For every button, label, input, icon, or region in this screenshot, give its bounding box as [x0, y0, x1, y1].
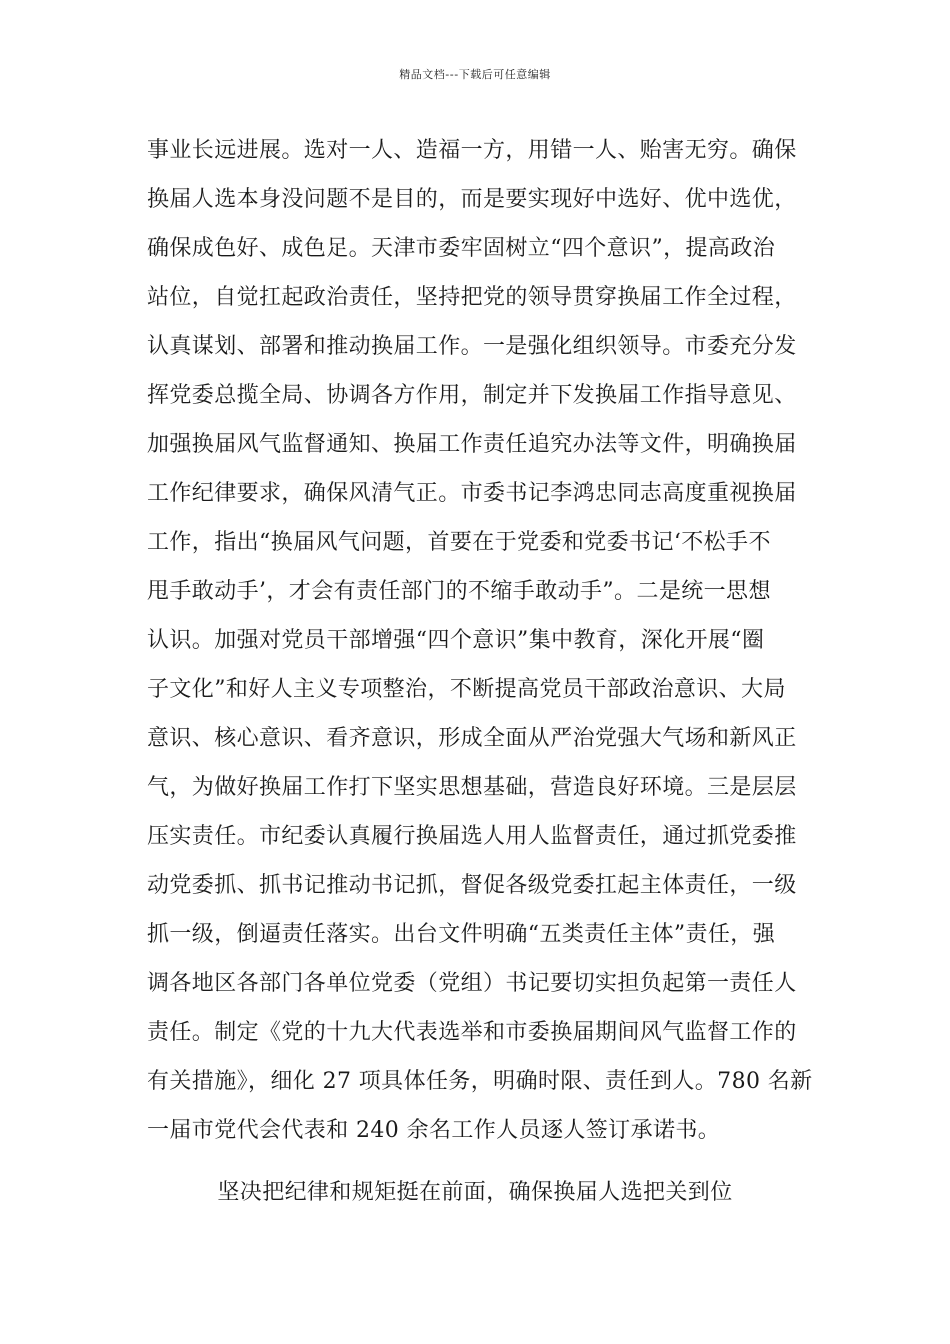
- text-line: 认真谋划、部署和推动换届工作。一是强化组织领导。市委充分发: [147, 334, 797, 359]
- body-paragraph: [147, 133, 817, 1162]
- text-line: 工作，指出“换届风气问题，首要在于党委和党委书记‘不松手不: [147, 530, 771, 555]
- text-line: 认识。加强对党员干部增强“四个意识”集中教育，深化开展“圈: [147, 628, 765, 653]
- text-line: 抓一级，倒逼责任落实。出台文件明确“五类责任主体”责任，强: [147, 922, 776, 947]
- text-line: 站位，自觉扛起政治责任，坚持把党的领导贯穿换届工作全过程，: [147, 285, 797, 310]
- text-line: 加强换届风气监督通知、换届工作责任追究办法等文件，明确换届: [147, 432, 797, 457]
- text-line: 子文化”和好人主义专项整治，不断提高党员干部政治意识、大局: [147, 677, 786, 702]
- text-line: 气，为做好换届工作打下坚实思想基础，营造良好环境。三是层层: [147, 775, 797, 800]
- page-header: 精品文档---下载后可任意编辑: [399, 68, 551, 81]
- text-line: 工作纪律要求，确保风清气正。市委书记李鸿忠同志高度重视换届: [147, 481, 797, 506]
- text-line: 调各地区各部门各单位党委（党组）书记要切实担负起第一责任人: [147, 971, 797, 996]
- text-line: 动党委抓、抓书记推动书记抓，督促各级党委扛起主体责任，一级: [147, 873, 797, 898]
- text-line: 确保成色好、成色足。天津市委牢固树立“四个意识”，提高政治: [147, 236, 776, 261]
- text-line: 一届市党代会代表和 240 余名工作人员逐人签订承诺书。: [147, 1118, 721, 1143]
- text-line: 挥党委总揽全局、协调各方作用，制定并下发换届工作指导意见、: [147, 383, 797, 408]
- text-line: 甩手敢动手’，才会有责任部门的不缩手敢动手”。二是统一思想: [147, 579, 771, 604]
- text-line: 责任。制定《党的十九大代表选举和市委换届期间风气监督工作的: [147, 1020, 797, 1045]
- text-line: 压实责任。市纪委认真履行换届选人用人监督责任，通过抓党委推: [147, 824, 797, 849]
- text-line: 换届人选本身没问题不是目的，而是要实现好中选好、优中选优，: [147, 187, 797, 212]
- text-line: 有关措施》，细化 27 项具体任务，明确时限、责任到人。780 名新: [147, 1069, 813, 1094]
- text-line: 意识、核心意识、看齐意识，形成全面从严治党强大气场和新风正: [147, 726, 797, 751]
- section-heading: 坚决把纪律和规矩挺在前面，确保换届人选把关到位: [217, 1180, 733, 1205]
- text-line: 事业长远进展。选对一人、造福一方，用错一人、贻害无穷。确保: [147, 138, 797, 163]
